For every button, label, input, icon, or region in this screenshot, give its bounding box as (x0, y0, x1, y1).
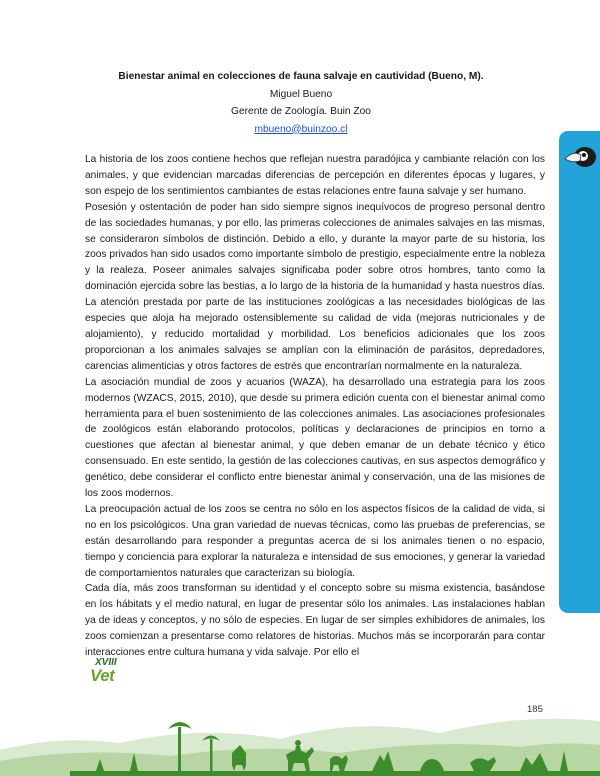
author-name: Miguel Bueno (269, 88, 333, 100)
page-number: 185 (527, 704, 543, 715)
paragraph: La historia de los zoos contiene hechos que reflejan nuestra paradójica y cambiante relación con los animales, y que evidencian marcadas diferencias de percepción en diferentes épocas y lugares, y son espejo de los sentimientos cambiantes de estas relaciones entre fauna salvaje y ser humano. (85, 154, 545, 197)
paragraph: La preocupación actual de los zoos se centra no sólo en los aspectos físicos de la calidad de vida, si no en los psicológicos. Una gran variedad de nuevas técnicas, como las pruebas de preferencias, se están desarrollando para responder a preguntas acerca de si los animales tienen o no espacio, tiempo y conciencia para explorar la naturaleza e intensidad de sus emociones, y generar la variedad de comportamientos naturales que caracterizan su biología. (85, 503, 545, 579)
side-tab (559, 131, 600, 613)
event-logo (90, 656, 122, 696)
logo-word: Vet (90, 666, 115, 685)
author-position: Gerente de Zoología. Buin Zoo (231, 106, 371, 117)
author-email-link[interactable]: mbueno@buinzoo.cl (254, 123, 348, 135)
article-title: Bienestar animal en colecciones de fauna salvaje en cautividad (Bueno, M). (118, 71, 484, 82)
paragraph: La asociación mundial de zoos y acuarios (WAZA), ha desarrollado una estrategia para los zoos modernos (WZACS, 2015, 2010), que desde su primera edición cuenta con el bienestar animal como herramienta para el buen sostenimiento de las colecciones animales. Las asociaciones profesionales de zoológicos están elaborando protocolos, políticas y declaraciones de principios en torno a cuestiones que afectan al bienestar animal, y que deben emanar de un debate técnico y ético consensuado. En este sentido, la gestión de las colecciones cautivas, en sus aspectos demográfico y genético, debe considerar el conflicto entre bienestar animal y conservación, una de las misiones de los zoos modernos. (85, 376, 545, 500)
article-body (85, 152, 545, 661)
paragraph: Cada día, más zoos transforman su identidad y el concepto sobre su misma existencia, basándose en los hábitats y el medio natural, en lugar de presentar sólo los animales. Las instalaciones hablan ya de ideas y conceptos, y no sólo de especies. En lugar de ser simples exhibidores de animales, los zoos comienzan a presentarse como relatores de historias. Muchos más se incorporarán para contar interacciones entre cultura humana y vida salvaje. Por ello el (85, 583, 545, 659)
article-header (70, 68, 532, 138)
logo-roman-numeral: XVIII (95, 657, 117, 668)
paragraph: Posesión y ostentación de poder han sido siempre signos inequívocos de progreso personal dentro de las sociedades humanas, y por ello, las primeras colecciones de animales salvajes en las mismas, se consideraron símbolos de distinción. Debido a ello, y durante la mayor parte de su historia, los zoos privados han sido usados como importante símbolo de prestigio, especialmente entre la nobleza y la realeza. Poseer animales salvajes significaba poder sobre otros hombres, tanto como la dominación ejercida sobre las bestias, a lo largo de la historia de la humanidad y hasta nuestros días. La atención prestada por parte de las instituciones zoológicas a las necesidades biológicas de las especies que aloja ha mejorado ostensiblemente su calidad de vida (mejoras nutricionales y de alojamiento), y reducido mortalidad y morbilidad. Los beneficios adicionales que los zoos proporcionan a los animales salvajes se amplían con la eliminación de parásitos, depredadores, carencias alimenticias y otros factores de estrés que encontrarían normalmente en la naturaleza. (85, 201, 545, 372)
toucan-icon (563, 140, 597, 174)
